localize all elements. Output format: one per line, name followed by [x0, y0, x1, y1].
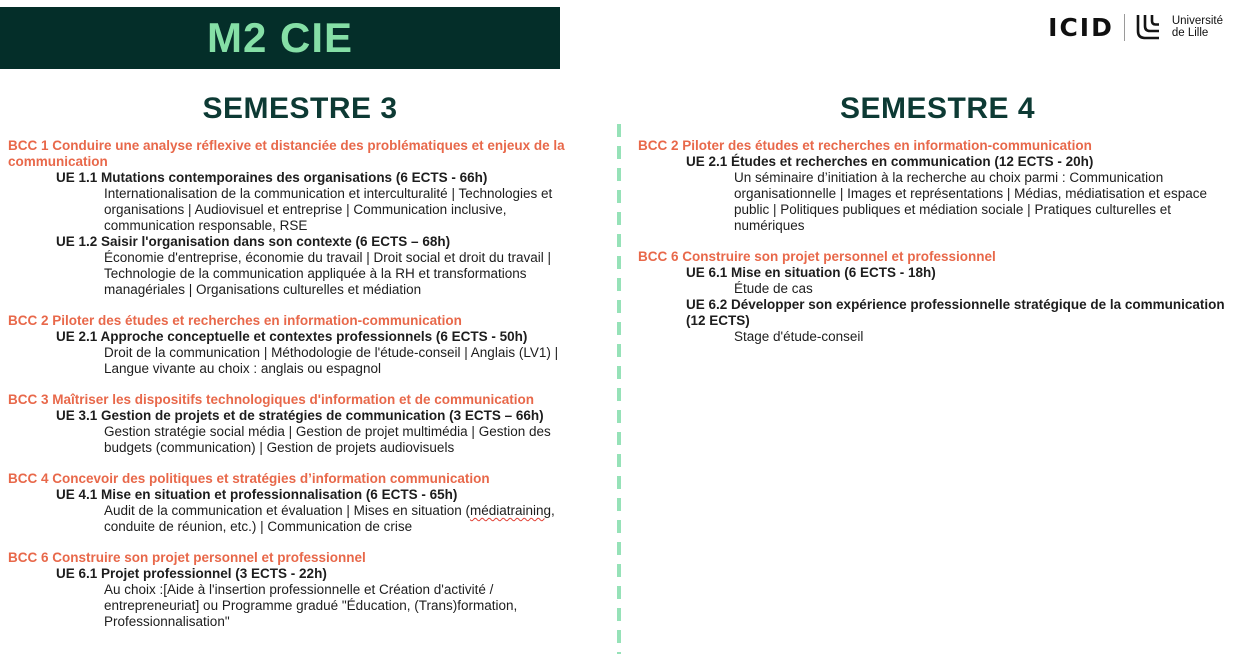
ue-title: UE 3.1 Gestion de projets et de stratégies de communication (3 ECTS – 66h)	[56, 408, 544, 423]
ue-title: UE 6.1 Mise en situation (6 ECTS - 18h)	[686, 265, 936, 280]
ue-title: UE 6.1 Projet professionnel (3 ECTS - 22h)	[56, 566, 327, 581]
spellcheck-underlined-word: médiatraining	[469, 503, 551, 518]
bcc-block	[638, 249, 1237, 345]
bcc-block	[8, 550, 592, 630]
ue-description: Gestion stratégie social média | Gestion de projet multimédia | Gestion des budgets (communication) | Gestion de projets audiovisuels	[104, 424, 551, 455]
semester-3-column	[8, 92, 592, 645]
university-name-line1: Université	[1171, 14, 1223, 27]
ue-title: UE 1.2 Saisir l'organisation dans son contexte (6 ECTS – 68h)	[56, 234, 451, 249]
ue-description: Un séminaire d’initiation à la recherche au choix parmi : Communication organisationnelle | Images et représentations | Médias, médiatisation et espace public | Politiques publiques et médiation sociale | Pratiques culturelles et numériques	[734, 170, 1208, 233]
ue-description: Internationalisation de la communication et interculturalité | Technologies et organisations | Audiovisuel et entreprise | Communication inclusive, communication responsable, RSE	[104, 186, 553, 233]
ue-description: Stage d'étude-conseil	[734, 329, 864, 344]
logo-group	[1048, 10, 1223, 44]
column-divider-dashed-line	[617, 124, 621, 654]
ue-description: Économie d'entreprise, économie du travail | Droit social et droit du travail | Technologie de la communication appliquée à la RH et transformations managériales | Organisations culturelles et médiation	[104, 250, 552, 297]
bcc-heading: BCC 1 Conduire une analyse réflexive et distanciée des problématiques et enjeux de la communication	[8, 138, 565, 169]
ue-description: Audit de la communication et évaluation | Mises en situation (médiatraining, conduite de réunion, etc.) | Communication de crise	[104, 503, 555, 534]
ue-title: UE 2.1 Études et recherches en communication (12 ECTS - 20h)	[686, 154, 1094, 169]
semester-4-blocks	[638, 138, 1237, 345]
bcc-block	[8, 471, 592, 535]
header-bar	[0, 7, 560, 69]
bcc-heading: BCC 6 Construire son projet personnel et professionnel	[8, 550, 366, 565]
ue-title: UE 1.1 Mutations contemporaines des organisations (6 ECTS - 66h)	[56, 170, 488, 185]
semester-3-title: SEMESTRE 3	[202, 92, 398, 125]
icid-logo: ICID	[1048, 12, 1114, 42]
bcc-block	[8, 313, 592, 377]
bcc-heading: BCC 6 Construire son projet personnel et professionnel	[638, 249, 996, 264]
bcc-block	[8, 138, 592, 298]
bcc-heading: BCC 4 Concevoir des politiques et stratégies d’information communication	[8, 471, 490, 486]
bcc-block	[638, 138, 1237, 234]
bcc-block	[8, 392, 592, 456]
bcc-heading: BCC 2 Piloter des études et recherches en information-communication	[8, 313, 462, 328]
semester-3-blocks	[8, 138, 592, 630]
semester-4-title: SEMESTRE 4	[839, 92, 1036, 125]
ue-title: UE 2.1 Approche conceptuelle et contextes professionnels (6 ECTS - 50h)	[56, 329, 528, 344]
ue-description: Droit de la communication | Méthodologie de l'étude-conseil | Anglais (LV1) | Langue vivante au choix : anglais ou espagnol	[104, 345, 559, 376]
university-name-line2: de Lille	[1171, 27, 1209, 39]
ue-title: UE 4.1 Mise en situation et professionnalisation (6 ECTS - 65h)	[56, 487, 458, 502]
universite-de-lille-logo-icon	[1135, 13, 1162, 41]
ue-title: UE 6.2 Développer son expérience professionnelle stratégique de la communication (12 ECTS)	[686, 297, 1225, 328]
bcc-heading: BCC 2 Piloter des études et recherches en information-communication	[638, 138, 1092, 153]
bcc-heading: BCC 3 Maîtriser les dispositifs technologiques d'information et de communication	[8, 392, 535, 407]
semester-4-column	[638, 92, 1237, 360]
ue-description: Au choix :[Aide à l'insertion professionnelle et Création d'activité / entrepreneuriat] ou Programme gradué "Éducation, (Trans)formation, Professionnalisation"	[104, 582, 518, 629]
page-title: M2 CIE	[206, 14, 354, 61]
logo-divider	[1124, 14, 1125, 41]
university-name	[1172, 15, 1223, 40]
ue-description: Étude de cas	[734, 281, 813, 296]
